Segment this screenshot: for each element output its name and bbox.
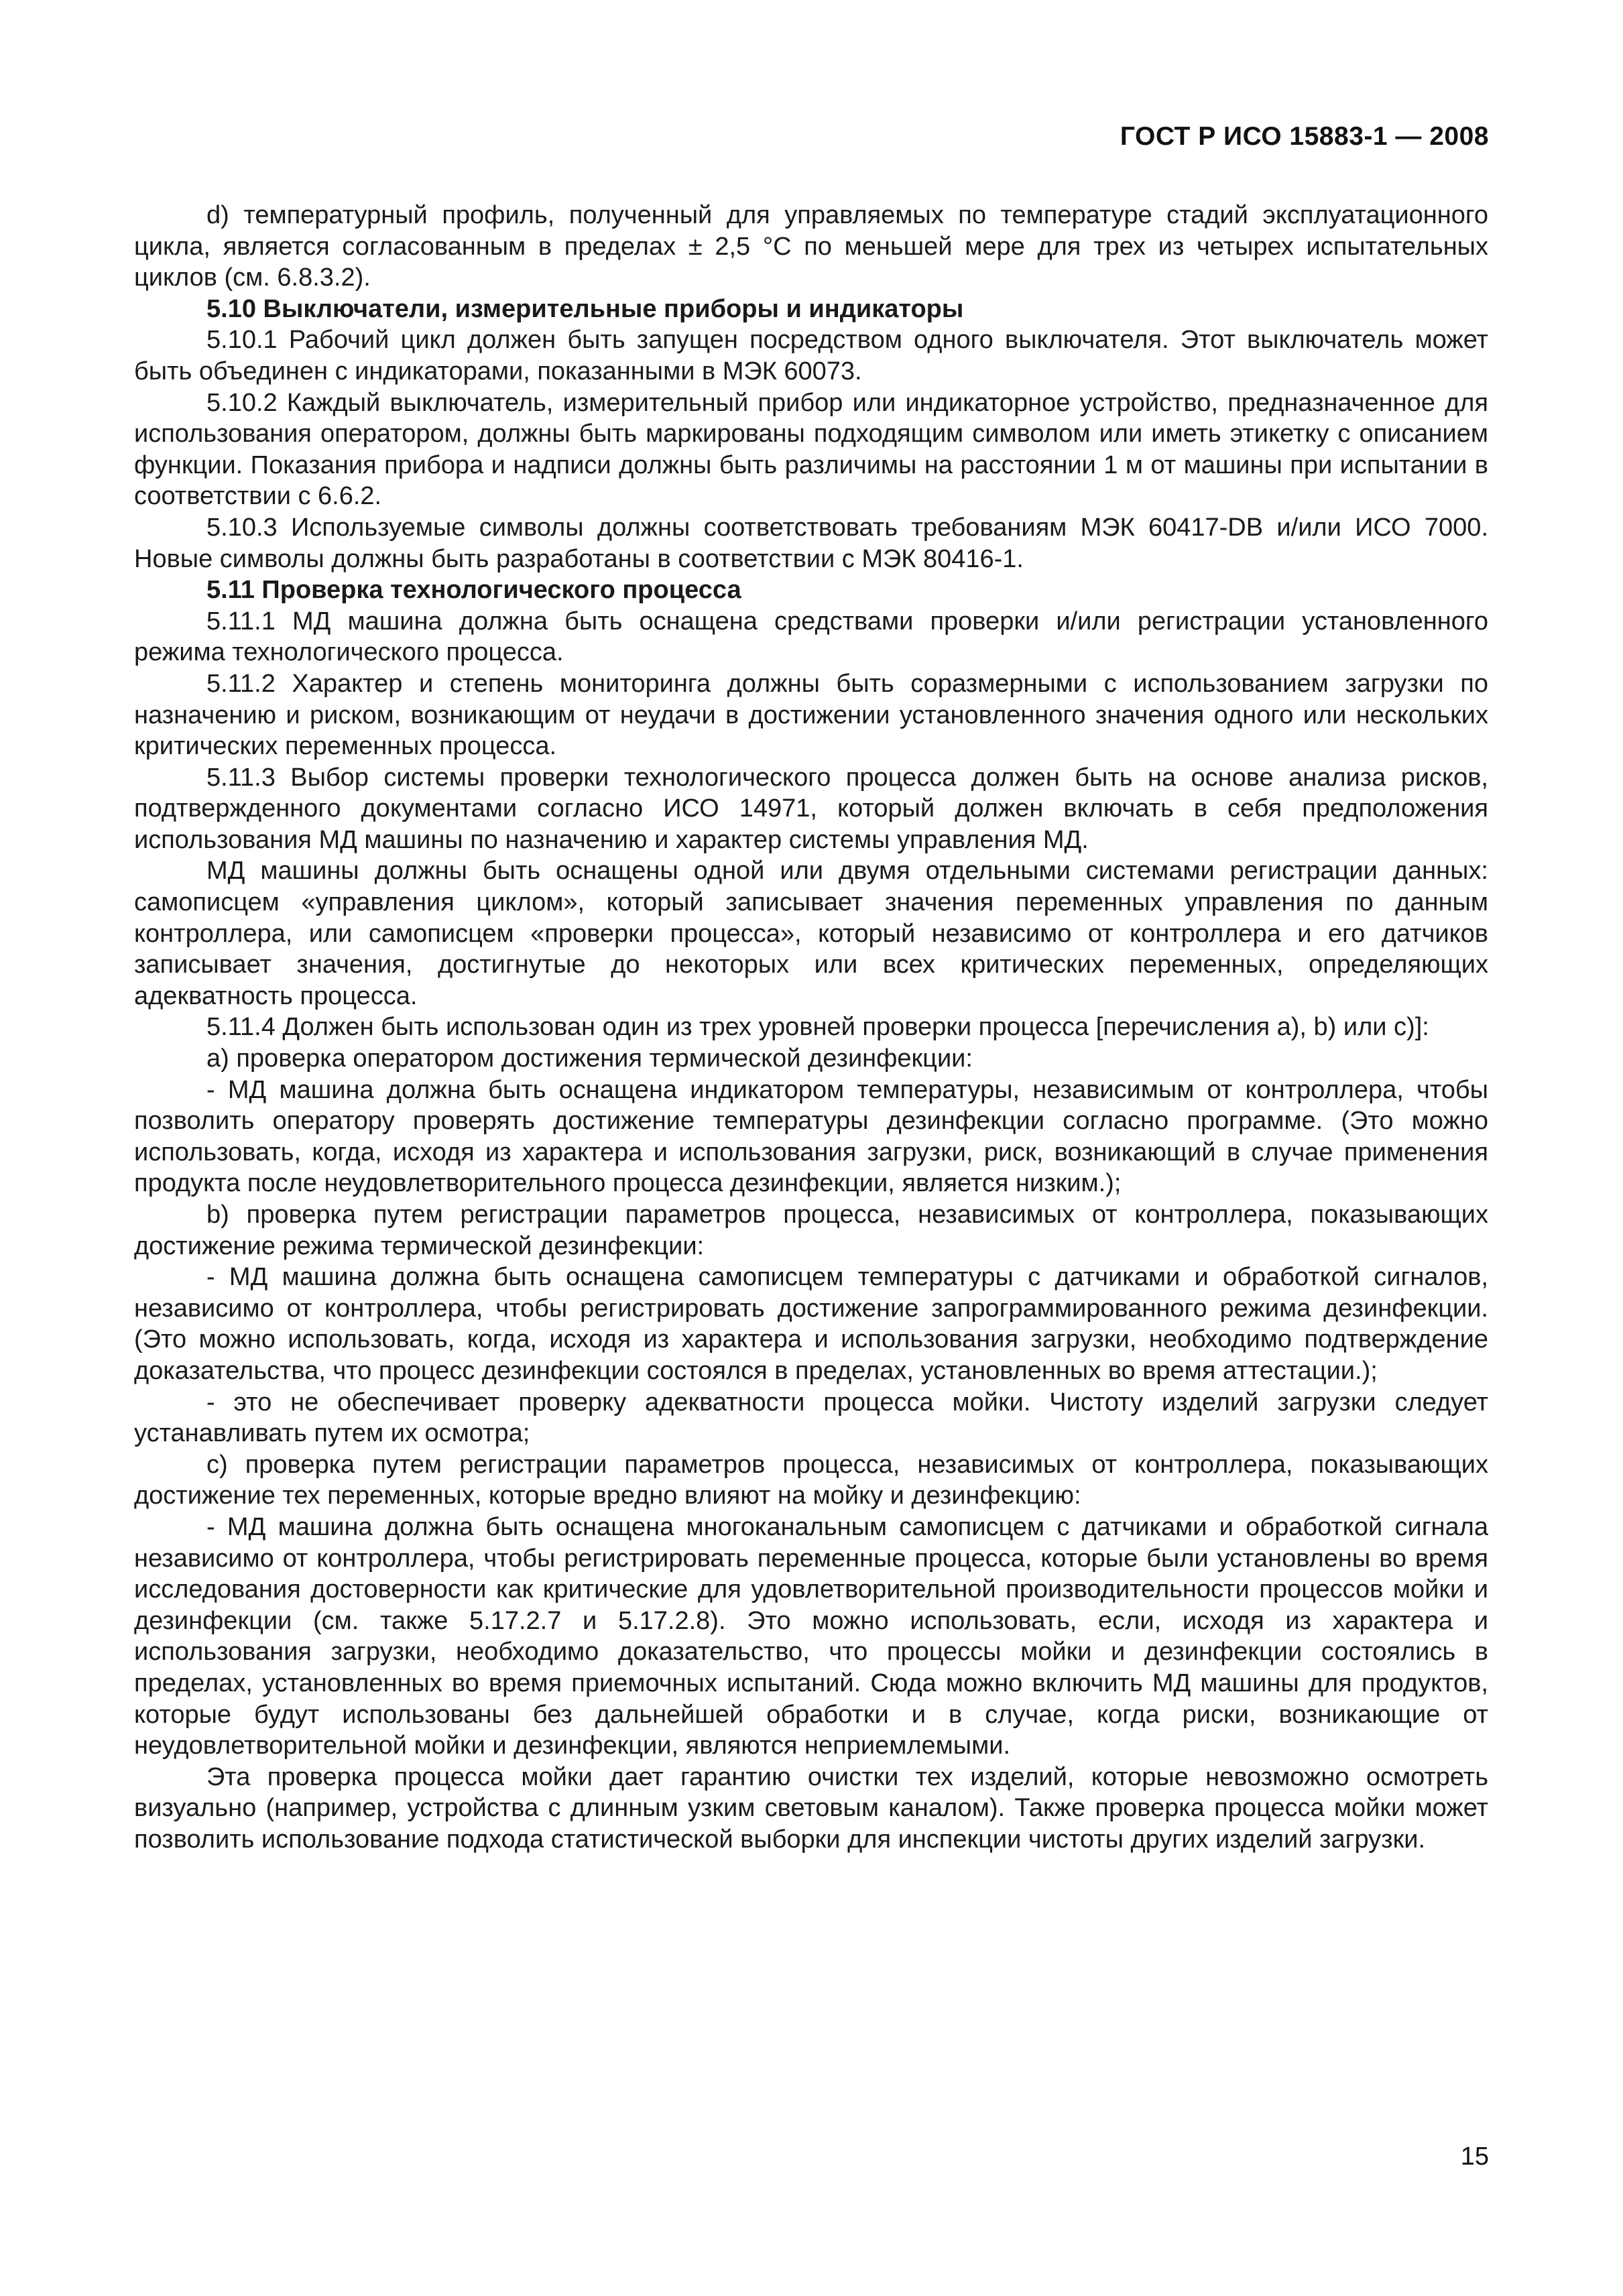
list-item-a: a) проверка оператором достижения термической дезинфекции:: [206, 1044, 973, 1073]
section-heading-5-11: 5.11 Проверка технологического процесса: [206, 576, 741, 605]
paragraph-5-10-2: 5.10.2 Каждый выключатель, измерительный прибор или индикаторное устройство, предназначенное для использования оператором, должны быть маркированы подходящим символом или иметь этикетку с описанием функции. Показания прибора и надписи должны быть различимы на расстоянии 1 м от машины при испытании в соответствии с 6.6.2.: [134, 388, 1488, 511]
list-item-a-detail: - МД машина должна быть оснащена индикатором температуры, независимым от контроллера, чтобы позволить оператору проверять достижение температуры дезинфекции согласно программе. (Это можно использовать, когда, исходя из характера и использования загрузки, риск, возникающий в случае применения продукта после неудовлетворительного процесса дезинфекции, является низким.);: [134, 1075, 1488, 1198]
section-heading-5-10: 5.10 Выключатели, измерительные приборы и индикаторы: [206, 294, 964, 323]
list-item-b: b) проверка путем регистрации параметров процесса, независимых от контроллера, показывающих достижение режима термической дезинфекции:: [134, 1201, 1488, 1260]
paragraph-5-11-2: 5.11.2 Характер и степень мониторинга должны быть соразмерными с использованием загрузки по назначению и риском, возникающим от неудачи в достижении установленного значения одного или нескольких критических переменных процесса.: [134, 669, 1488, 761]
list-item-c: c) проверка путем регистрации параметров процесса, независимых от контроллера, показывающих достижение тех переменных, которые вредно влияют на мойку и дезинфекцию:: [134, 1450, 1488, 1510]
paragraph-5-11-4: 5.11.4 Должен быть использован один из трех уровней проверки процесса [перечисления a), b) или c)]:: [206, 1013, 1429, 1042]
paragraph-5-10-1: 5.10.1 Рабочий цикл должен быть запущен посредством одного выключателя. Этот выключатель может быть объединен с индикаторами, показанными в МЭК 60073.: [134, 326, 1488, 385]
paragraph-5-11-3: 5.11.3 Выбор системы проверки технологического процесса должен быть на основе анализа рисков, подтвержденного документами согласно ИСО 14971, который должен включать в себя предположения использования МД машины по назначению и характер системы управления МД.: [134, 763, 1488, 854]
page-number: 15: [1460, 2142, 1489, 2171]
paragraph-recording-systems: МД машины должны быть оснащены одной или двумя отдельными системами регистрации данных: самописцем «управления циклом», который записывает значения переменных управления по данным контроллера, или самописцем «проверки процесса», который независимо от контроллера и его датчиков записывает значения, достигнутые до некоторых или всех критических переменных, определяющих адекватность процесса.: [134, 857, 1488, 1010]
list-item-b-note: - это не обеспечивает проверку адекватности процесса мойки. Чистоту изделий загрузки следует устанавливать путем их осмотра;: [134, 1388, 1488, 1448]
paragraph-d-temperature-profile: d) температурный профиль, полученный для управляемых по температуре стадий эксплуатационного цикла, является согласованным в пределах ± 2,5 °C по меньшей мере для трех из четырех испытательных циклов (см. 6.8.3.2).: [134, 201, 1488, 292]
paragraph-5-11-1: 5.11.1 МД машина должна быть оснащена средствами проверки и/или регистрации установленного режима технологического процесса.: [134, 607, 1488, 667]
paragraph-washing-verification: Эта проверка процесса мойки дает гарантию очистки тех изделий, которые невозможно осмотреть визуально (например, устройства с длинным узким световым каналом). Также проверка процесса мойки может позволить использование подхода статистической выборки для инспекции чистоты других изделий загрузки.: [134, 1762, 1488, 1854]
document-body: [134, 200, 1488, 1855]
paragraph-5-10-3: 5.10.3 Используемые символы должны соответствовать требованиям МЭК 60417-DB и/или ИСО 7000. Новые символы должны быть разработаны в соответствии с МЭК 80416-1.: [134, 513, 1488, 573]
list-item-b-detail: - МД машина должна быть оснащена самописцем температуры с датчиками и обработкой сигналов, независимо от контроллера, чтобы регистрировать достижение запрограммированного режима дезинфекции. (Это можно использовать, когда, исходя из характера и использования загрузки, необходимо подтверждение доказательства, что процесс дезинфекции состоялся в пределах, установленных во время аттестации.);: [134, 1263, 1488, 1385]
list-item-c-detail: - МД машина должна быть оснащена многоканальным самописцем с датчиками и обработкой сигнала независимо от контроллера, чтобы регистрировать переменные процесса, которые были установлены во время исследования достоверности как критические для удовлетворительной производительности процессов мойки и дезинфекции (см. также 5.17.2.7 и 5.17.2.8). Это можно использовать, если, исходя из характера и использования загрузки, необходимо доказательство, что процессы мойки и дезинфекции состоялись в пределах, установленных во время приемочных испытаний. Сюда можно включить МД машины для продуктов, которые будут использованы без дальнейшей обработки и в случае, когда риски, возникающие от неудовлетворительной мойки и дезинфекции, являются неприемлемыми.: [134, 1512, 1488, 1760]
standard-header: ГОСТ Р ИСО 15883-1 — 2008: [1120, 122, 1489, 151]
